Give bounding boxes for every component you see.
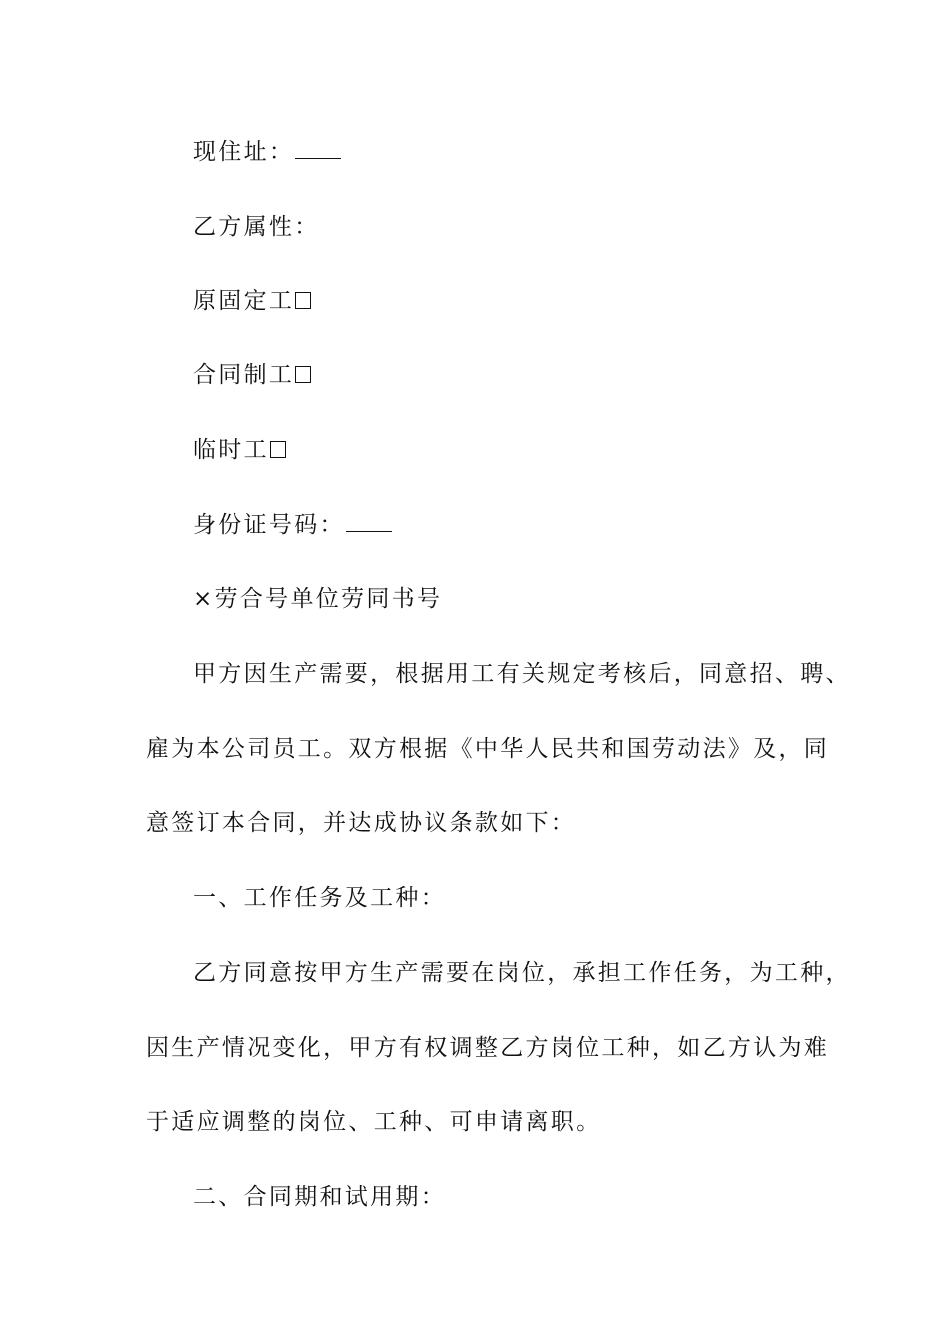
temporary-worker-checkbox[interactable] xyxy=(270,441,286,458)
intro-paragraph-line-3 xyxy=(146,808,576,838)
option-temporary-worker xyxy=(193,435,286,465)
intro-text-3: 意签订本合同，并达成协议条款如下： xyxy=(146,810,577,836)
intro-text-2: 雇为本公司员工。双方根据《中华人民共和国劳动法》及，同 xyxy=(146,736,830,762)
intro-text-1: 甲方因生产需要，根据用工有关规定考核后，同意招、聘、 xyxy=(193,661,851,687)
section-1-heading xyxy=(193,883,446,913)
temporary-worker-label: 临时工 xyxy=(193,437,269,463)
contract-worker-checkbox[interactable] xyxy=(295,366,311,383)
section-1-text-3: 于适应调整的岗位、工种、可申请离职。 xyxy=(146,1109,602,1135)
party-b-attribute-label: 乙方属性： xyxy=(193,214,320,240)
contract-number-text: ×劳合号单位劳同书号 xyxy=(193,586,443,612)
option-original-fixed-worker xyxy=(193,286,311,316)
current-address-line xyxy=(193,137,341,167)
section-1-title: 一、工作任务及工种： xyxy=(193,885,446,911)
original-fixed-worker-label: 原固定工 xyxy=(193,288,295,314)
intro-paragraph-line-1 xyxy=(193,659,851,689)
section-2-title: 二、合同期和试用期： xyxy=(193,1184,446,1210)
contract-number-line xyxy=(193,584,442,614)
section-1-paragraph-line-2 xyxy=(146,1033,829,1063)
section-1-text-2: 因生产情况变化，甲方有权调整乙方岗位工种，如乙方认为难 xyxy=(146,1035,830,1061)
section-1-paragraph-line-1 xyxy=(193,958,851,988)
id-number-blank[interactable] xyxy=(346,513,392,532)
section-1-text-1: 乙方同意按甲方生产需要在岗位，承担工作任务，为工种， xyxy=(193,960,851,986)
section-2-heading xyxy=(193,1182,446,1212)
intro-paragraph-line-2 xyxy=(146,734,829,764)
party-b-attribute-heading xyxy=(193,212,320,242)
section-1-paragraph-line-3 xyxy=(146,1107,601,1137)
current-address-label: 现住址： xyxy=(193,139,295,165)
id-number-label: 身份证号码： xyxy=(193,512,345,538)
contract-worker-label: 合同制工 xyxy=(193,362,295,388)
original-fixed-worker-checkbox[interactable] xyxy=(295,292,311,309)
option-contract-worker xyxy=(193,360,311,390)
current-address-blank[interactable] xyxy=(295,140,341,159)
id-number-line xyxy=(193,510,392,540)
